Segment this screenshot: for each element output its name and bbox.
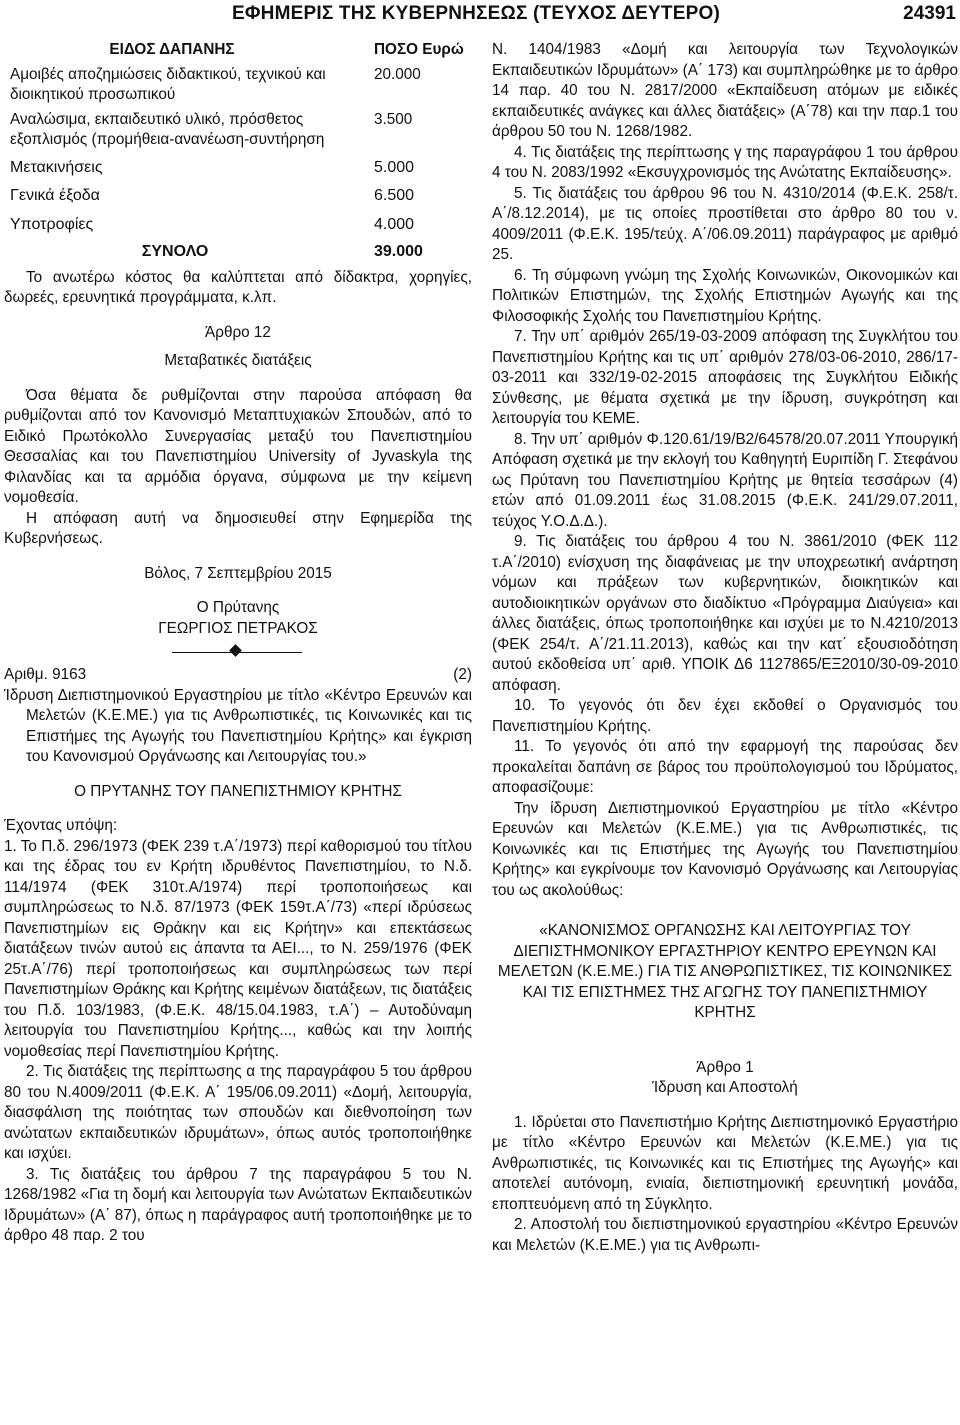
consideration-item: 7. Την υπ΄ αριθμόν 265/19-03-2009 απόφαση της Συγκλήτου του Πανεπιστημίου Κρήτης και τις υπ΄ αριθμόν 278/03-06-2010, 286/17-03-2011 και 332/19-02-2015 αποφάσεις της Συγκλήτου Ειδικής Σύνθεσης, με θέματα σχετικά με την ίδρυση, συγκρότηση και λειτουργία του ΚΕΜΕ. (492, 328, 958, 427)
decision-text: Την ίδρυση Διεπιστημονικού Εργαστηρίου με τίτλο «Κέντρο Ερευνών και Μελετών (Κ.Ε.ΜΕ.) για τις Ανθρωπιστικές, τις Κοινωνικές και τις Επιστήμες της Αγωγής του Πανεπιστημίου Κρήτης» και εγκρίνουμε τον Κανονισμό Οργάνωσης και Λειτουργίας του ως ακολούθως: (492, 799, 958, 899)
right-column (492, 40, 958, 1256)
consideration-item: 8. Την υπ΄ αριθμόν Φ.120.61/19/Β2/64578/20.07.2011 Υπουργική Απόφαση σχετικά με την εκλογή του Καθηγητή Ευριπίδη Γ. Στεφάνου ως Πρύτανη του Πανεπιστημίου Κρήτης με θητεία τεσσάρων (4) ετών από 01.09.2011 έως 31.08.2015 (Φ.Ε.Κ. 241/29.07.2011, τεύχος Υ.Ο.Δ.Δ.). (492, 430, 958, 530)
article-heading: Άρθρο 1 (696, 1058, 754, 1076)
table-row (4, 212, 472, 241)
having-regard: Έχοντας υπόψη: (4, 817, 118, 834)
article-subheading: Ίδρυση και Αποστολή (652, 1079, 798, 1096)
expense-amount: 20.000 (374, 65, 421, 83)
expense-item: Υποτροφίες (10, 215, 94, 233)
col-amount: ΠΟΣΟ Ευρώ (374, 41, 464, 58)
decision-number: Αριθμ. 9163 (4, 666, 87, 683)
expense-item: Αναλώσιμα, εκπαιδευτικό υλικό, πρόσθετος εξοπλισμός (προμήθεια-ανανέωση-συντήρηση (10, 110, 325, 148)
consideration-item: 10. Το γεγονός ότι δεν έχει εκδοθεί ο Οργανισμός του Πανεπιστημίου Κρήτης. (492, 697, 958, 735)
article-paragraph: Η απόφαση αυτή να δημοσιευθεί στην Εφημερίδα της Κυβερνήσεως. (4, 509, 472, 547)
section-divider (4, 643, 472, 663)
cost-table (4, 40, 472, 268)
expense-item: Αμοιβές αποζημιώσεις διδακτικού, τεχνικού και διοικητικού προσωπικού (10, 65, 326, 103)
consideration-item: 1. Το Π.δ. 296/1973 (ΦΕΚ 239 τ.Α΄/1973) περί καθορισμού του τίτλου και της έδρας του εν Κρήτη ιδρυθέντος Πανεπιστημίου, το Ν.δ. 114/1974 (ΦΕΚ 310τ.Α/1974) περί τροποποιήσεως και συμπληρώσεως το Ν.δ. 87/1973 (ΦΕΚ 159τ.Α΄/73) «περί ιδρύσεως Πανεπιστημίων εις Θράκην και εις Κρήτην» και επεκτάσεως διατάξεων τινών αυτού εις άπαντα τα ΑΕΙ..., το Ν. 259/1976 (ΦΕΚ 25τ.Α΄/76) περί τροποποιήσεως και συμπληρώσεως των περί Πανεπιστημίων Θράκης και Κρήτης κειμένων διατάξεων, τις διατάξεις του Π.δ. 103/1983, (Φ.Ε.Κ. 48/15.04.1983, τ.Α΄) – Αυτοδύναμη λειτουργία του Πανεπιστημίου Κρήτης..., καθώς και την λοιπής νομοθεσίας περί Πανεπιστημίου Κρήτης. (4, 837, 472, 1060)
page-header (0, 0, 960, 32)
diamond-icon (229, 644, 242, 657)
decision-title: Ίδρυση Διεπιστημονικού Εργαστηρίου με τίτλο «Κέντρο Ερευνών και Μελετών (Κ.Ε.ΜΕ.) για τις Ανθρωπιστικές, τις Κοινωνικές και τις Επιστήμες της Αγωγής του Πανεπιστημίου Κρήτης» και έγκριση του Κανονισμού Οργάνωσης και Λειτουργίας του.» (4, 686, 472, 765)
signer-role: Ο Πρύτανης (196, 599, 280, 616)
place-date: Βόλος, 7 Σεπτεμβρίου 2015 (144, 564, 332, 582)
expense-amount: 6.500 (374, 187, 415, 204)
cost-note: Το ανωτέρω κόστος θα καλύπτεται από δίδακτρα, χορηγίες, δωρεές, ερευνητικά προγράμματα, κ.λπ. (4, 268, 472, 306)
expense-amount: 3.500 (374, 110, 413, 128)
consideration-item: 2. Τις διατάξεις της περίπτωσης α της παραγράφου 5 του άρθρου 80 του Ν.4009/2011 (Φ.Ε.Κ. Α΄ 195/06.09.2011) «Δομή, λειτουργία, διασφάλιση της ποιότητας των σπουδών και διεθνοποίηση των ανώτατων εκπαιδευτικών ιδρυμάτων», όπως αυτός τροποποιήθηκε και ισχύει. (4, 1063, 472, 1162)
total-label: ΣΥΝΟΛΟ (141, 243, 209, 260)
table-row (4, 110, 472, 155)
consideration-item: 11. Το γεγονός ότι από την εφαρμογή της παρούσας δεν προκαλείται δαπάνη σε βάρος του προϋπολογισμού του Ιδρύματος, αποφασίζουμε: (492, 738, 958, 796)
page-number: 24391 (903, 3, 956, 24)
gazette-title: ΕΦΗΜΕΡΙΣ ΤΗΣ ΚΥΒΕΡΝΗΣΕΩΣ (ΤΕΥΧΟΣ ΔΕΥΤΕΡΟ) (232, 3, 720, 24)
total-amount: 39.000 (374, 243, 423, 260)
article-heading: Άρθρο 12 (205, 323, 271, 341)
rector-heading: Ο ΠΡΥΤΑΝΗΣ ΤΟΥ ΠΑΝΕΠΙΣΤΗΜΙΟΥ ΚΡΗΤΗΣ (74, 782, 402, 800)
decision-mark: (2) (453, 666, 472, 683)
decision-number-row (4, 665, 472, 686)
article-subheading: Μεταβατικές διατάξεις (164, 352, 312, 369)
col-expense-type: ΕΙΔΟΣ ΔΑΠΑΝΗΣ (109, 41, 235, 58)
consideration-item: 4. Τις διατάξεις της περίπτωσης γ της παραγράφου 1 του άρθρου 4 του Ν. 2083/1992 «Εκσυγχρονισμός της Ανώτατης Εκπαίδευσης». (492, 143, 958, 181)
expense-item: Γενικά έξοδα (10, 187, 100, 204)
left-column (4, 40, 472, 1247)
consideration-item: 5. Τις διατάξεις του άρθρου 96 του Ν. 4310/2014 (Φ.Ε.Κ. 258/τ. Α΄/8.12.2014), με τις οποίες προστίθεται στο άρθρο 80 του ν. 4009/2011 (Φ.Ε.Κ. 195/τεύχ. Α΄/06.09.2011) παράγραφος με αριθμό 25. (492, 184, 958, 263)
article-paragraph: 2. Αποστολή του διεπιστημονικού εργαστηρίου «Κέντρο Ερευνών και Μελετών (Κ.Ε.ΜΕ.) για τις Ανθρωπι- (492, 1216, 958, 1254)
table-total-row (4, 240, 472, 268)
article-paragraph: 1. Ιδρύεται στο Πανεπιστήμιο Κρήτης Διεπιστημονικό Εργαστήριο με τίτλο «Κέντρο Ερευνών και Μελετών (Κ.Ε.ΜΕ.) για τις Ανθρωπιστικές, τις Κοινωνικές και τις Επιστήμες της Αγωγής» και αποτελεί αυτόνομη, ενιαία, διεπιστημονική ερευνητική μονάδα, εποπτευόμενη από τη Σύγκλητο. (492, 1113, 958, 1213)
expense-amount: 4.000 (374, 215, 415, 233)
consideration-item: 3. Τις διατάξεις του άρθρου 7 της παραγράφου 5 του Ν. 1268/1982 «Για τη δομή και λειτουργία των Ανώτατων Εκπαιδευτικών Ιδρυμάτων» (Α΄ 87), όπως η παράγραφος αυτή τροποποιήθηκε με το άρθρο 48 παρ. 2 του (4, 1165, 472, 1244)
table-row (4, 65, 472, 110)
expense-item: Μετακινήσεις (10, 158, 103, 176)
consideration-item: 6. Τη σύμφωνη γνώμη της Σχολής Κοινωνικών, Οικονομικών και Πολιτικών Επιστημών, της Σχολής Επιστημών Αγωγής και της Φιλοσοφικής Σχολής του Πανεπιστημίου Κρήτης. (492, 266, 958, 325)
regulation-title: «ΚΑΝΟΝΙΣΜΟΣ ΟΡΓΑΝΩΣΗΣ ΚΑΙ ΛΕΙΤΟΥΡΓΙΑΣ ΤΟΥ ΔΙΕΠΙΣΤΗΜΟΝΙΚΟΥ ΕΡΓΑΣΤΗΡΙΟΥ ΚΕΝΤΡΟ ΕΡΕΥΝΩΝ ΚΑΙ ΜΕΛΕΤΩΝ (Κ.Ε.ΜΕ.) ΓΙΑ ΤΙΣ ΑΝΘΡΩΠΙΣΤΙΚΕΣ, ΤΙΣ ΚΟΙΝΩΝΙΚΕΣ ΚΑΙ ΤΙΣ ΕΠΙΣΤΗΜΕΣ ΤΗΣ ΑΓΩΓΗΣ ΤΟΥ ΠΑΝΕΠΙΣΤΗΜΙΟΥ ΚΡΗΤΗΣ (497, 922, 953, 1021)
consideration-item: Ν. 1404/1983 «Δομή και λειτουργία των Τεχνολογικών Εκπαιδευτικών Ιδρυμάτων» (Α΄ 173) και συμπληρώθηκε με το άρθρο 14 παρ. 40 του Ν. 2817/2000 «Εκπαίδευση ατόμων με ειδικές εκπαιδευτικές ανάγκες και άλλες διατάξεις» (Α΄78) και την παρ.1 του άρθρου 50 του Ν. 1268/1982. (492, 41, 958, 140)
table-row (4, 183, 472, 212)
cost-table-header (4, 40, 472, 65)
consideration-item: 9. Τις διατάξεις του άρθρου 4 του Ν. 3861/2010 (ΦΕΚ 112 τ.Α΄/2010) ενίσχυση της διαφάνειας με την υποχρεωτική ανάρτηση νόμων και πράξεων των κυβερνητικών, διοικητικών και αυτοδιοικητικών οργάνων στο διαδίκτυο «Πρόγραμμα Διαύγεια» και άλλες διατάξεις, όπως τροποποιήθηκε και ισχύει με το Ν.4210/2013 (ΦΕΚ 254/τ. Α΄/21.11.2013), καθώς και την κατ΄ εξουσιοδότηση αυτού εκδοθείσα υπ΄ αριθ. ΥΠΟΙΚ Δ6 1127865/ΕΞ2010/30-09-2010 απόφαση. (492, 533, 958, 694)
expense-amount: 5.000 (374, 158, 415, 176)
signer-name: ΓΕΩΡΓΙΟΣ ΠΕΤΡΑΚΟΣ (158, 619, 318, 637)
article-paragraph: Όσα θέματα δε ρυθμίζονται στην παρούσα απόφαση θα ρυθμίζονται από τον Κανονισμό Μεταπτυχιακών Σπουδών, από το Ειδικό Πρωτόκολλο Συνεργασίας μεταξύ του Πανεπιστημίου Θεσσαλίας και του Πανεπιστημίου University of Jyvaskyla της Φιλανδίας και τα αρμόδια όργανα, σύμφωνα με την κείμενη νομοθεσία. (4, 386, 472, 506)
table-row (4, 155, 472, 184)
